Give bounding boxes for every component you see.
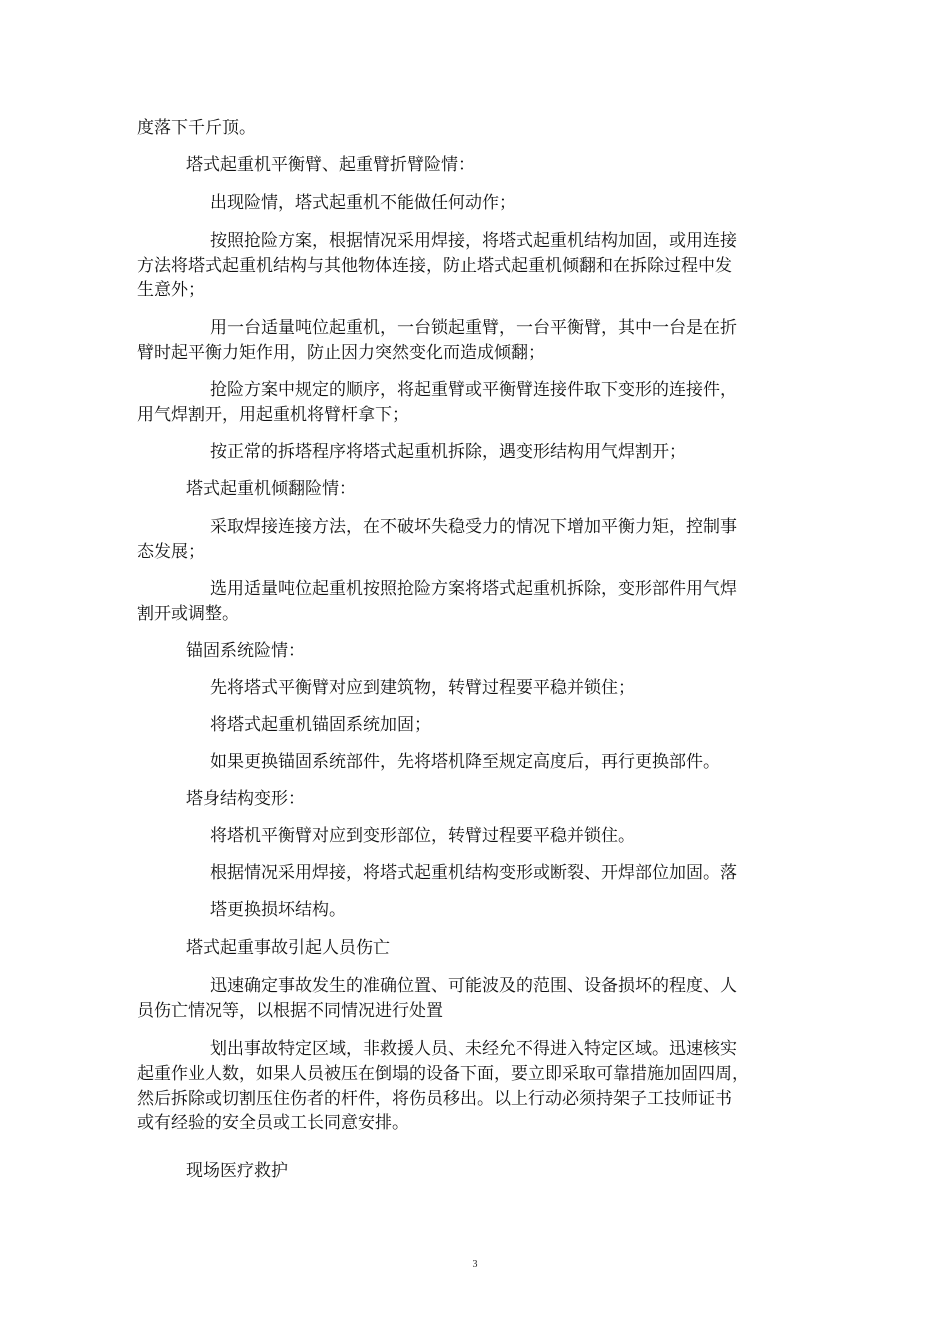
- text-line: 将塔式起重机锚固系统加固；: [210, 715, 431, 735]
- text-line: 度落下千斤顶。: [137, 118, 256, 138]
- text-line: 起重作业人数，如果人员被压在倒塌的设备下面，要立即采取可靠措施加固四周，: [137, 1064, 749, 1084]
- text-line: 划出事故特定区域，非救援人员、未经允不得进入特定区域。迅速核实: [210, 1039, 737, 1059]
- text-line: 按照抢险方案，根据情况采用焊接，将塔式起重机结构加固，或用连接: [210, 231, 737, 251]
- section-heading: 塔式起重机倾翻险情：: [186, 479, 356, 499]
- text-line: 迅速确定事故发生的准确位置、可能波及的范围、设备损坏的程度、人: [210, 976, 737, 996]
- text-line: 用一台适量吨位起重机，一台锁起重臂，一台平衡臂，其中一台是在折: [210, 318, 737, 338]
- page-number: 3: [472, 1259, 478, 1270]
- text-line: 将塔机平衡臂对应到变形部位，转臂过程要平稳并锁住。: [210, 826, 635, 846]
- section-heading: 锚固系统险情：: [186, 641, 305, 661]
- text-line: 先将塔式平衡臂对应到建筑物，转臂过程要平稳并锁住；: [210, 678, 635, 698]
- text-line: 臂时起平衡力矩作用，防止因力突然变化而造成倾翻；: [137, 343, 545, 363]
- text-line: 然后拆除或切割压住伤者的杆件，将伤员移出。以上行动必须持架子工技师证书: [137, 1089, 732, 1109]
- text-line: 选用适量吨位起重机按照抢险方案将塔式起重机拆除，变形部件用气焊: [210, 579, 737, 599]
- text-line: 抢险方案中规定的顺序，将起重臂或平衡臂连接件取下变形的连接件，: [210, 380, 737, 400]
- text-line: 态发展；: [137, 542, 205, 562]
- text-line: 用气焊割开，用起重机将臂杆拿下；: [137, 405, 409, 425]
- text-line: 如果更换锚固系统部件，先将塔机降至规定高度后，再行更换部件。: [210, 752, 720, 772]
- section-heading: 塔身结构变形：: [186, 789, 305, 809]
- section-heading: 塔式起重事故引起人员伤亡: [186, 938, 390, 958]
- text-line: 割开或调整。: [137, 604, 239, 624]
- text-line: 采取焊接连接方法，在不破坏失稳受力的情况下增加平衡力矩，控制事: [210, 517, 737, 537]
- text-line: 根据情况采用焊接，将塔式起重机结构变形或断裂、开焊部位加固。落: [210, 863, 737, 883]
- text-line: 塔更换损坏结构。: [210, 900, 346, 920]
- section-heading: 塔式起重机平衡臂、起重臂折臂险情：: [186, 155, 475, 175]
- section-heading: 现场医疗救护: [186, 1161, 288, 1181]
- text-line: 按正常的拆塔程序将塔式起重机拆除，遇变形结构用气焊割开；: [210, 442, 686, 462]
- text-line: 或有经验的安全员或工长同意安排。: [137, 1113, 409, 1133]
- text-line: 生意外；: [137, 280, 205, 300]
- text-line: 出现险情，塔式起重机不能做任何动作；: [210, 193, 516, 213]
- text-line: 方法将塔式起重机结构与其他物体连接，防止塔式起重机倾翻和在拆除过程中发: [137, 256, 732, 276]
- text-line: 员伤亡情况等，以根据不同情况进行处置: [137, 1001, 443, 1021]
